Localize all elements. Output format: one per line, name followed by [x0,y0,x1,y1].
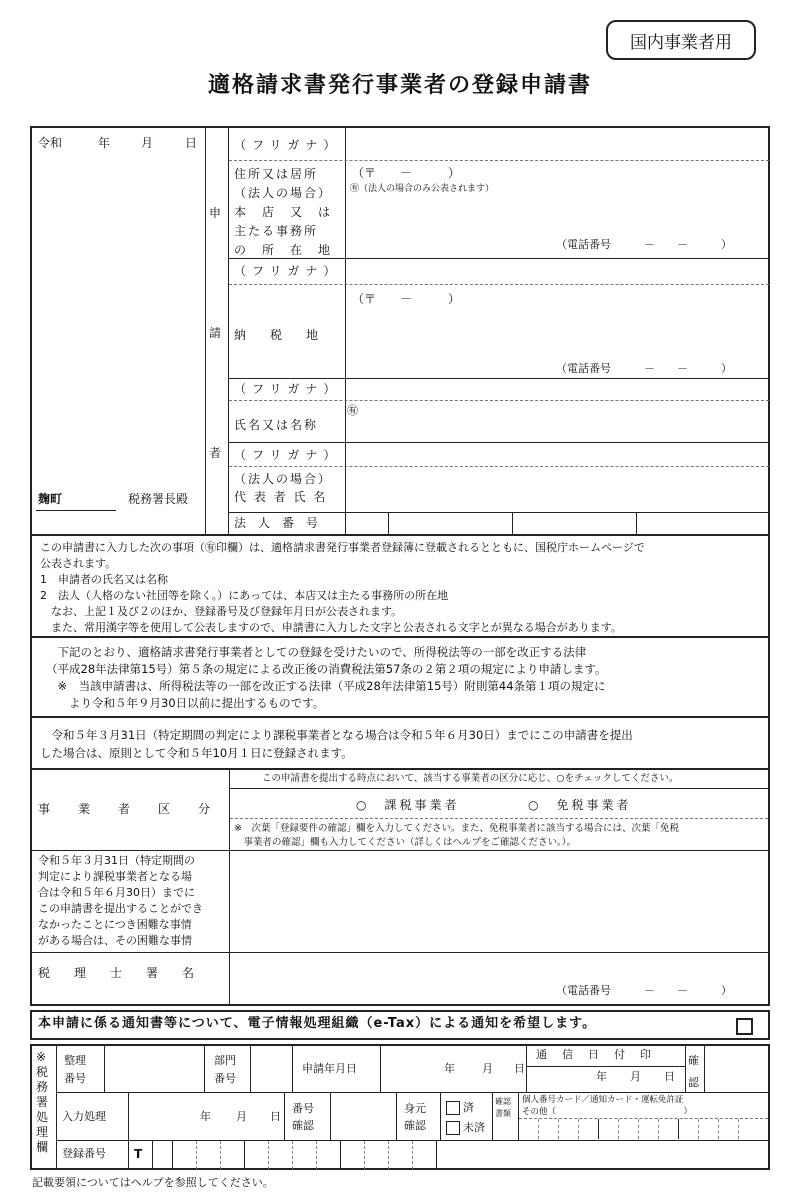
shinsei-year: 年 [444,1062,455,1075]
reg-number-label: 登録番号 [62,1147,106,1160]
check-box-icon [446,1121,460,1135]
mimoto-label: 身元 確認 [404,1102,426,1132]
shinsei-day: 日 [514,1062,525,1075]
tsushin-day: 日 [664,1070,675,1083]
rep-furigana-label: （フリガナ） [234,448,342,462]
checked-option[interactable]: 済 [446,1098,485,1118]
seiri-label: 整理 番号 [64,1054,86,1085]
date-month-label: 月 [141,136,154,150]
date-day-label: 日 [185,136,198,150]
bumon-label: 部門 番号 [214,1054,236,1085]
taxplace-phone: （電話番号 － － ） [556,362,732,375]
tax-accountant-phone: （電話番号 － － ） [556,984,732,997]
unchecked-option[interactable]: 未済 [446,1118,485,1138]
kakunin-shorui-label: 確認 書類 [495,1097,511,1118]
tax-office-suffix: 税務署長殿 [128,492,189,506]
shinsei-date-label: 申請年月日 [302,1062,357,1075]
address-label: 住所又は居所 （法人の場合） 本 店 又 は 主たる事務所 の 所 在 地 [234,167,333,257]
etax-text: 本申請に係る通知書等について、電子情報処理組織（e-Tax）による通知を希望します。 [38,1016,597,1031]
address-public-note: ㊒（法人の場合のみ公表されます） [350,184,495,194]
option-exempt[interactable]: ○ 免税事業者 [528,798,632,812]
tsushin-year: 年 [596,1070,607,1083]
tax-accountant-label: 税 理 士 署 名 [38,966,201,980]
division-instruction: この申請書を提出する時点において、該当する事業者の区分に応じ、○をチェックしてください。 [262,773,679,784]
address-furigana-label: （フリガナ） [234,138,342,152]
bango-kakunin-label: 番号 確認 [292,1102,314,1132]
applicant-label-2: 請 [209,326,222,340]
name-label: 氏名又は名称 [234,418,319,432]
form-type-badge [606,20,756,60]
docs-label: 個人番号カード／通知カード・運転免許証 その他（ ） [522,1095,693,1117]
option-taxable[interactable]: ○ 課税事業者 [356,798,460,812]
division-note: ※ 次葉「登録要件の確認」欄を入力してください。また、免税事業者に該当する場合には、次葉「免税 事業者の確認」欄も入力してください（詳しくはヘルプをご確認ください。）。 [234,823,679,848]
input-month: 月 [236,1110,247,1123]
footer-note: 記載要領についてはヘルプを参照してください。 [32,1176,274,1189]
applicant-label-3: 者 [209,446,222,460]
rep-label: （法人の場合） 代 表 者 氏 名 [234,472,333,504]
mimoto-options [446,1098,485,1138]
check-box-icon [446,1101,460,1115]
date-year-label: 年 [98,136,111,150]
publication-notice: この申請書に入力した次の事項（㊒印欄）は、適格請求書発行事業者登録簿に登載されるとともに、国税庁ホームページで 公表されます。 1 申請者の氏名又は名称 2 法人（人格のない社団等を除く。）にあっては、本店又は主たる事務所の所在地 なお、上記１及び２のほか、登録番号及び登録年月日が公表されます。 また、常用漢字等を使用して公表しますので、申請書に入力した文字と公表される文字とが異なる場合があります。 [30,536,770,636]
page-title: 適格請求書発行事業者の登録申請書 [207,73,592,98]
form-type-badge-text: 国内事業者用 [630,32,732,53]
tsushin-month: 月 [630,1070,641,1083]
input-process-label: 入力処理 [62,1110,106,1123]
address-phone: （電話番号 － － ） [556,238,732,251]
tax-office-name: 麹町 [38,492,63,506]
division-label: 事 業 者 区 分 [38,802,219,816]
applicant-label-1: 申 [209,206,222,220]
date-era: 令和 [38,136,63,150]
etax-checkbox[interactable] [736,1018,753,1035]
taxplace-postal: （〒 － ） [352,292,461,306]
address-postal: （〒 － ） [352,166,461,180]
input-year: 年 [200,1110,211,1123]
name-furigana-label: （フリガナ） [234,382,342,396]
office-use-side-label: ※ 税 務 署 処 理 欄 [36,1050,49,1154]
public-mark-icon: ㊒ [350,184,360,194]
input-day: 日 [270,1110,281,1123]
tsushin-label: 通 信 日 付 印 [536,1048,653,1061]
shinsei-month: 月 [482,1062,493,1075]
registration-date-note: 令和５年３月31日（特定期間の判定により課税事業者となる場合は令和５年６月30日）までにこの申請書を提出 した場合は、原則として令和５年10月１日に登録されます。 [30,718,770,768]
corp-number-label: 法 人 番 号 [234,516,319,530]
name-public-mark-icon: ㊒ [347,404,358,417]
taxplace-furigana-label: （フリガナ） [234,264,342,278]
kakunin-label: 確 認 [688,1054,699,1089]
taxplace-label: 納 税 地 [234,328,325,342]
reg-number-prefix: T [134,1147,143,1161]
difficulty-label: 令和５年３月31日（特定期間の 判定により課税事業者となる場 合は令和５年６月30日）までに この申請書を提出することができ なかったことにつき困難な事情 がある場合は、その困難な事情 [38,854,203,947]
law-statement: 下記のとおり、適格請求書発行事業者としての登録を受けたいので、所得税法等の一部を改正する法律 （平成28年法律第15号）第５条の規定による改正後の消費税法第57条の２第２項の規定により申請します。 ※ 当該申請書は、所得税法等の一部を改正する法律（平成28年法律第15号）附則第44条第１項の規定に より令和５年９月30日以前に提出するものです。 [30,638,770,716]
